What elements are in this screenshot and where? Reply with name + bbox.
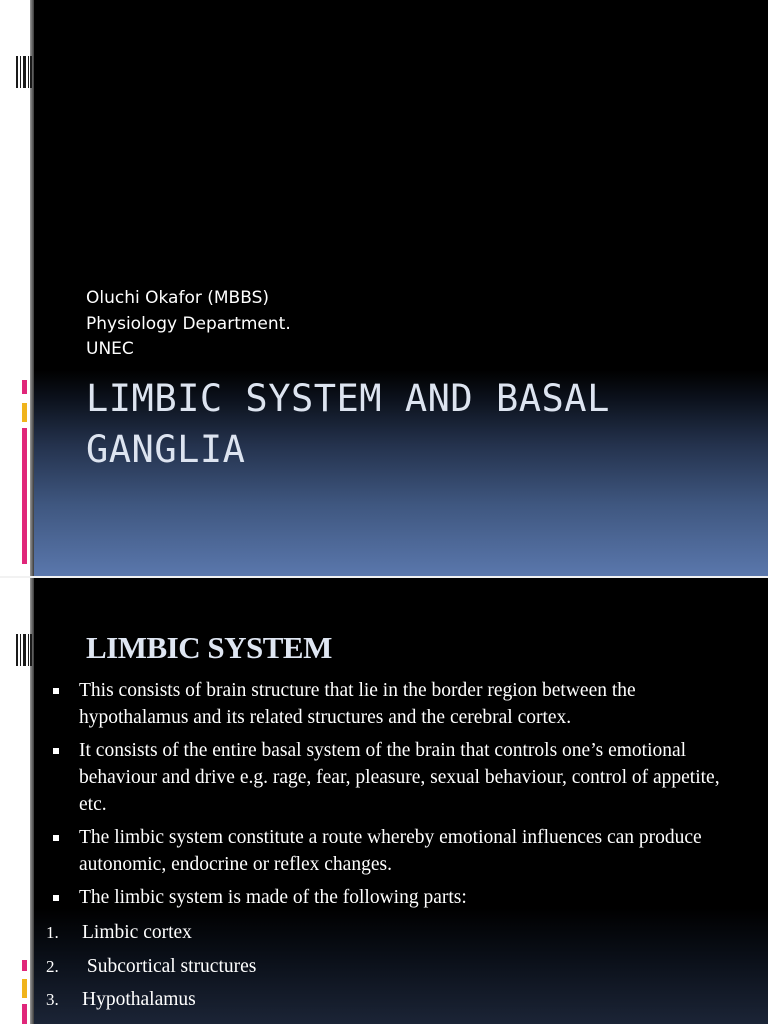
slide-title [86,373,746,475]
item-text: Limbic cortex [82,922,192,943]
accent-bar-pink [22,1004,27,1024]
bullet-item [52,737,722,818]
barcode-icon [16,56,32,88]
slide-title-line: GANGLIA [86,428,246,471]
bullet-text: It consists of the entire basal system of the brain that controls one’s emotional behaviour and drive e.g. rage, fear, pleasure, sexual behaviour, control of appetite, etc. [79,740,720,815]
author-department: Physiology Department. [86,313,291,334]
slide-title-line: LIMBIC SYSTEM AND BASAL [86,377,610,420]
accent-bar-pink-top [22,960,27,971]
author-block [86,286,291,363]
item-number: 3. [46,990,59,1009]
content-slide [0,578,768,1024]
bullet-icon [53,835,59,841]
bullet-item [52,677,722,731]
author-institution: UNEC [86,339,134,359]
accent-bar-yellow [22,403,27,422]
bullet-item [52,824,722,878]
bullet-text: This consists of brain structure that lie in the border region between the hypothalamus and its related structures and the cerebral cortex. [79,680,636,728]
accent-bar-yellow [22,979,27,998]
bullet-icon [53,895,59,901]
accent-bar-pink [22,428,27,564]
accent-bar-pink-top [22,380,27,394]
bullet-icon [53,688,59,694]
bullet-icon [53,748,59,754]
bullet-list [52,677,722,917]
numbered-item [46,953,256,987]
bullet-text: The limbic system constitute a route whereby emotional influences can produce autonomic, endocrine or reflex changes. [79,827,702,875]
bullet-item [52,884,722,911]
numbered-item [46,919,256,953]
numbered-item [46,986,256,1020]
item-number: 1. [46,923,59,942]
barcode-icon [16,634,32,666]
author-name: Oluchi Okafor (MBBS) [86,288,269,308]
bullet-text: The limbic system is made of the following parts: [79,887,467,908]
item-text: Subcortical structures [82,955,257,977]
item-text: Hypothalamus [82,989,196,1010]
numbered-list [46,919,256,1020]
slide-heading: LIMBIC SYSTEM [86,630,332,665]
item-number: 2. [46,956,59,976]
